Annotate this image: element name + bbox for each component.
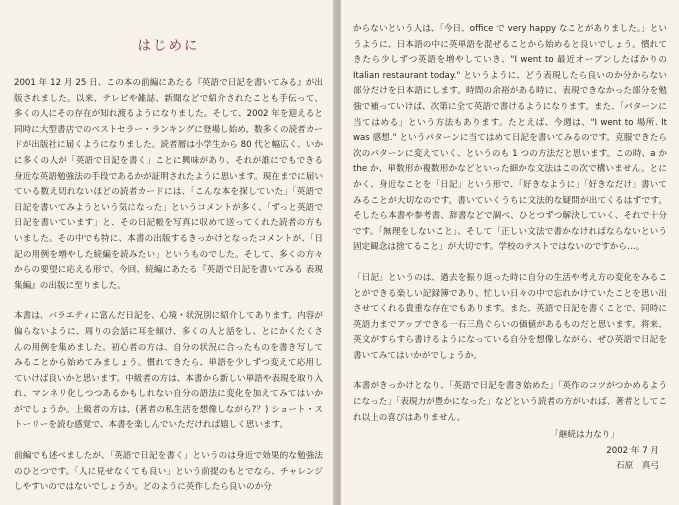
paragraph-method-continued: からないという人は、「今日、office で very happy なことがありました。」というように、日本語の中に英単語を混ぜることから始めると良いでしょう。慣れてきたら少しずつ英語を増やしていき、"I went to 最近オープンしたばかりの Italian restaurant today." というように、どう表現したら良いのか分からない部分だけを日本語にします。時間の余裕がある時に、表現できなかった部分を勉強で補っていけば、次第に全て英語で書けるようになります。また、「パターンに当てはめる」という方法もあります。たとえば、今週は、"I went to 場所. It was 感想." というパターンに当てはめて日記を書いてみるのです。克服できたら次のパターンに変えていく、というのも 1 つの方法だと思います。この時、a か the か、単数形か複数形かなどといった細かな文法はこの次で構いません。とにかく、身近なことを「日記」という形で、「好きなように」「好きなだけ」書いてみることが大切なのです。書いていくうちに文法的な疑問が出てくるはずです。そしたら本書や参考書、辞書などで調べ、ひとつずつ解決していく、それで十分です。「無理をしないこと」、そして「正しい文法で書かなければならないという固定観念は捨てること」が大切です。学校のテストではないのですから…。 [353,24,667,253]
paragraph-diary-method: 前編でも述べましたが、「英語で日記を書く」というのは身近で効果的な勉強法のひとつです。「人に見せなくても良い」という前提のもとでなら、チャレンジしやすいのではないでしょうか。どのように英作したら良いのか分 [14,451,323,493]
page-heading: はじめに [137,38,200,54]
left-page [0,0,335,505]
right-page [341,0,679,505]
signature-date: 2002 年 7 月 [606,445,659,456]
paragraph-how-to-use: 本書は、バラエティに富んだ日記を、心境・状況別に紹介してあります。内容が偏らないように、周りの会話に耳を傾け、多くの人と話をし、とにかくたくさんの用例を集めました。初心者の方は、自分の状況に合ったものを書き写してみることから始めてみましょう。慣れてきたら、単語を少しずつ変えて応用していけば良いかと思います。中級者の方は、本書から新しい単語や表現を取り入れ、マンネリ化しつつあるかもしれない自分の語法に変化を加えてみてはいかがでしょうか。上級者の方は、(著者の私生活を想像しながら?？) ショート・ストーリーを読む感覚で、本書を楽しんでいただければ嬉しく思います。 [14,311,323,431]
signature-author: 石原 真弓 [616,460,659,471]
paragraph-publication-history: 2001 年 12 月 25 日、この本の前編にあたる『英語で日記を書いてみる』が出版されました。以来、テレビや雑誌、新聞などで紹介されたことも手伝って、多くの人にその存在が知れ渡るようになりました。そして、2002 年を迎えると同時に大型書店でのベストセラー・ランキングに登場し始め、数多くの読者カードが出版社に届くようになりました。読者層は小学生から 80 代と幅広く、いかに多くの人が「英語で日記を書く」ことに興味があり、それが誰にでもできる身近な英語勉強法の手段であるかが証明されたように思います。現在までに届いている数え切れないほどの読者カードには、「こんな本を探していた」「英語で日記を書いてみようという気になった」というコメントが多く、「ずっと英語で日記を書いています」と、その日記帳を写真に収めて送ってくれた読者の方もいました。その中でも特に、本書の出版するきっかけとなったコメントが、「日記の用例を増やした続編を読みたい」というものでした。そして、多くの方々からの要望に応える形で、今回、続編にあたる『英語で日記を書いてみる 表現集編』の出版に至りました。 [14,78,323,291]
motto: 「継続は力なり」 [550,430,619,441]
paragraph-diary-value: 「日記」というのは、過去を振り返った時に自分の生活や考え方の変化をみることができる楽しい記録簿であり、忙しい日々の中で忘れかけていたことを思い出させてくれる貴重な存在でもあります。また、英語で日記を書くことで、同時に英語力までアップできる一石三鳥ぐらいの価値があるものだと思います。将来、英文がすらすら書けるようになっている自分を想像しながら、ぜひ英語で日記を書いてみてはいかがでしょうか。 [353,272,667,361]
paragraph-closing: 本書がきっかけとなり、「英語で日記を書き始めた」「英作のコツがつかめるようになった」「表現力が豊かになった」などという読者の方がいれば、著者としてこれ以上の喜びはありません。 [353,381,667,423]
